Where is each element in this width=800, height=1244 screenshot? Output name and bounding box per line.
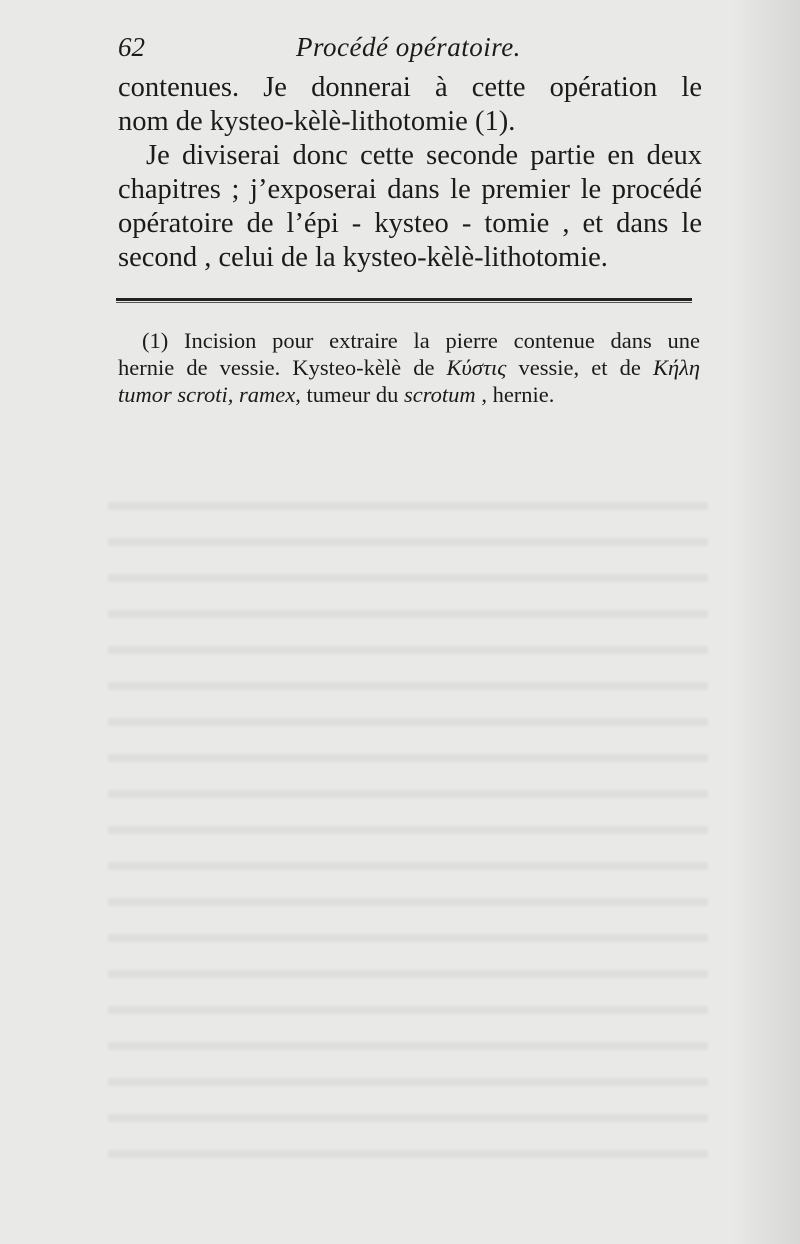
footnote-line xyxy=(118,355,700,380)
text-line: contenues. Je donnerai à cette opération le xyxy=(118,72,702,103)
footnote-text: , tumeur du xyxy=(295,382,405,407)
footnote-separator-rule xyxy=(116,298,692,301)
greek-word: Κήλη xyxy=(652,355,701,380)
text-line: opératoire de l’épi - kysteo - tomie , et dans le xyxy=(118,208,702,239)
footnote-text: vessie, et de xyxy=(506,355,653,380)
reverse-side-show-through xyxy=(108,480,708,1180)
latin-word: scrotum xyxy=(404,382,476,407)
running-title: Procédé opératoire. xyxy=(296,32,521,62)
text-line: nom de kysteo-kèlè-lithotomie (1). xyxy=(118,106,516,137)
footnote-line xyxy=(118,382,700,407)
footnote-line: (1) Incision pour extraire la pierre contenue dans une xyxy=(142,328,700,353)
footnote xyxy=(118,328,700,409)
latin-phrase: tumor scroti, ramex xyxy=(118,382,296,407)
footnote-separator-rule-thin xyxy=(116,302,692,303)
page-edge-shadow xyxy=(730,0,800,1244)
text-line: chapitres ; j’exposerai dans le premier le procédé xyxy=(118,174,702,205)
greek-word: Κύστις xyxy=(446,355,507,380)
footnote-text: hernie de vessie. Kysteo-kèlè de xyxy=(118,355,447,380)
running-head xyxy=(118,32,700,68)
text-line: Je diviserai donc cette seconde partie en deux xyxy=(146,140,702,171)
page-number: 62 xyxy=(118,32,145,62)
main-text xyxy=(118,72,702,276)
footnote-text: , hernie. xyxy=(475,382,555,407)
text-line: second , celui de la kysteo-kèlè-lithotomie. xyxy=(118,242,608,273)
